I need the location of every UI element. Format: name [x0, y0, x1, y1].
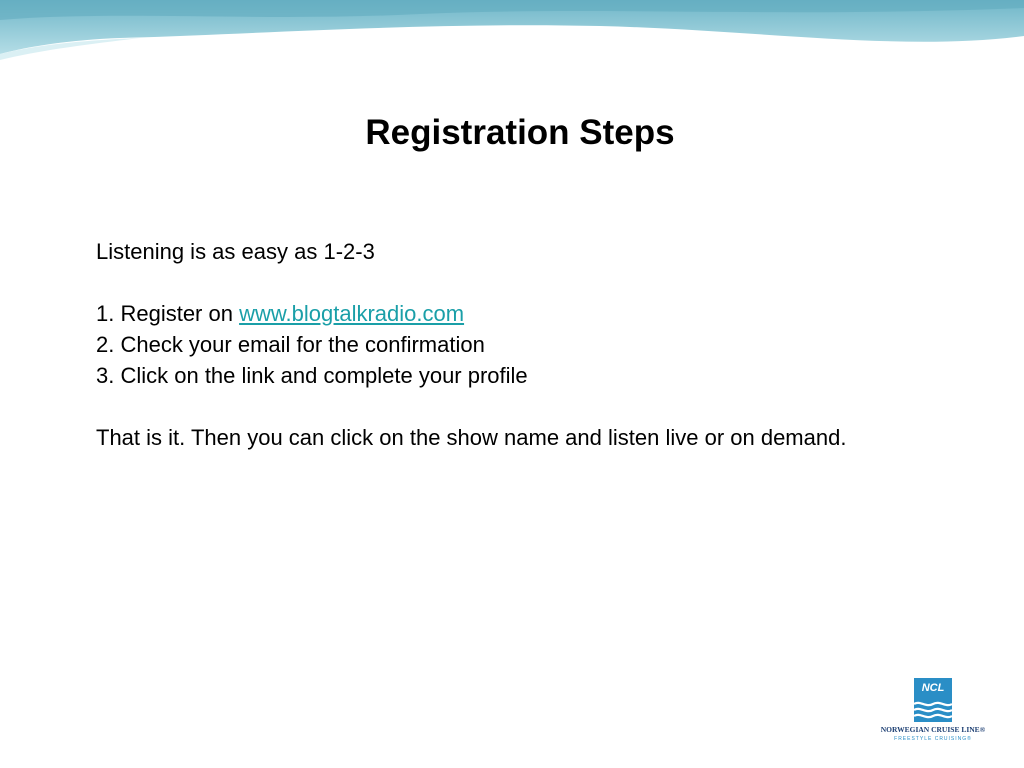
- intro-text: Listening is as easy as 1-2-3: [96, 239, 375, 264]
- ncl-tagline: FREESTYLE CRUISING®: [894, 736, 972, 742]
- step-2: 2. Check your email for the confirmation: [96, 332, 485, 357]
- closing-text: That is it. Then you can click on the show name and listen live or on demand.: [96, 425, 847, 450]
- spacer: [96, 267, 1006, 298]
- step-1: [96, 298, 1006, 329]
- step-1-text: 1. Register on: [96, 301, 240, 326]
- top-wave-banner: [0, 0, 1024, 70]
- blogtalkradio-link[interactable]: www.blogtalkradio.com: [239, 301, 465, 326]
- spacer: [96, 391, 1006, 422]
- wave-icon: [914, 700, 952, 722]
- ncl-badge: [914, 678, 952, 722]
- step-3: 3. Click on the link and complete your profile: [96, 363, 528, 388]
- slide-body: [96, 236, 1006, 453]
- slide-title: Registration Steps: [365, 113, 675, 152]
- ncl-logo: [874, 678, 992, 750]
- ncl-badge-text: NCL: [921, 682, 945, 694]
- ncl-name: NORWEGIAN CRUISE LINE®: [880, 725, 986, 734]
